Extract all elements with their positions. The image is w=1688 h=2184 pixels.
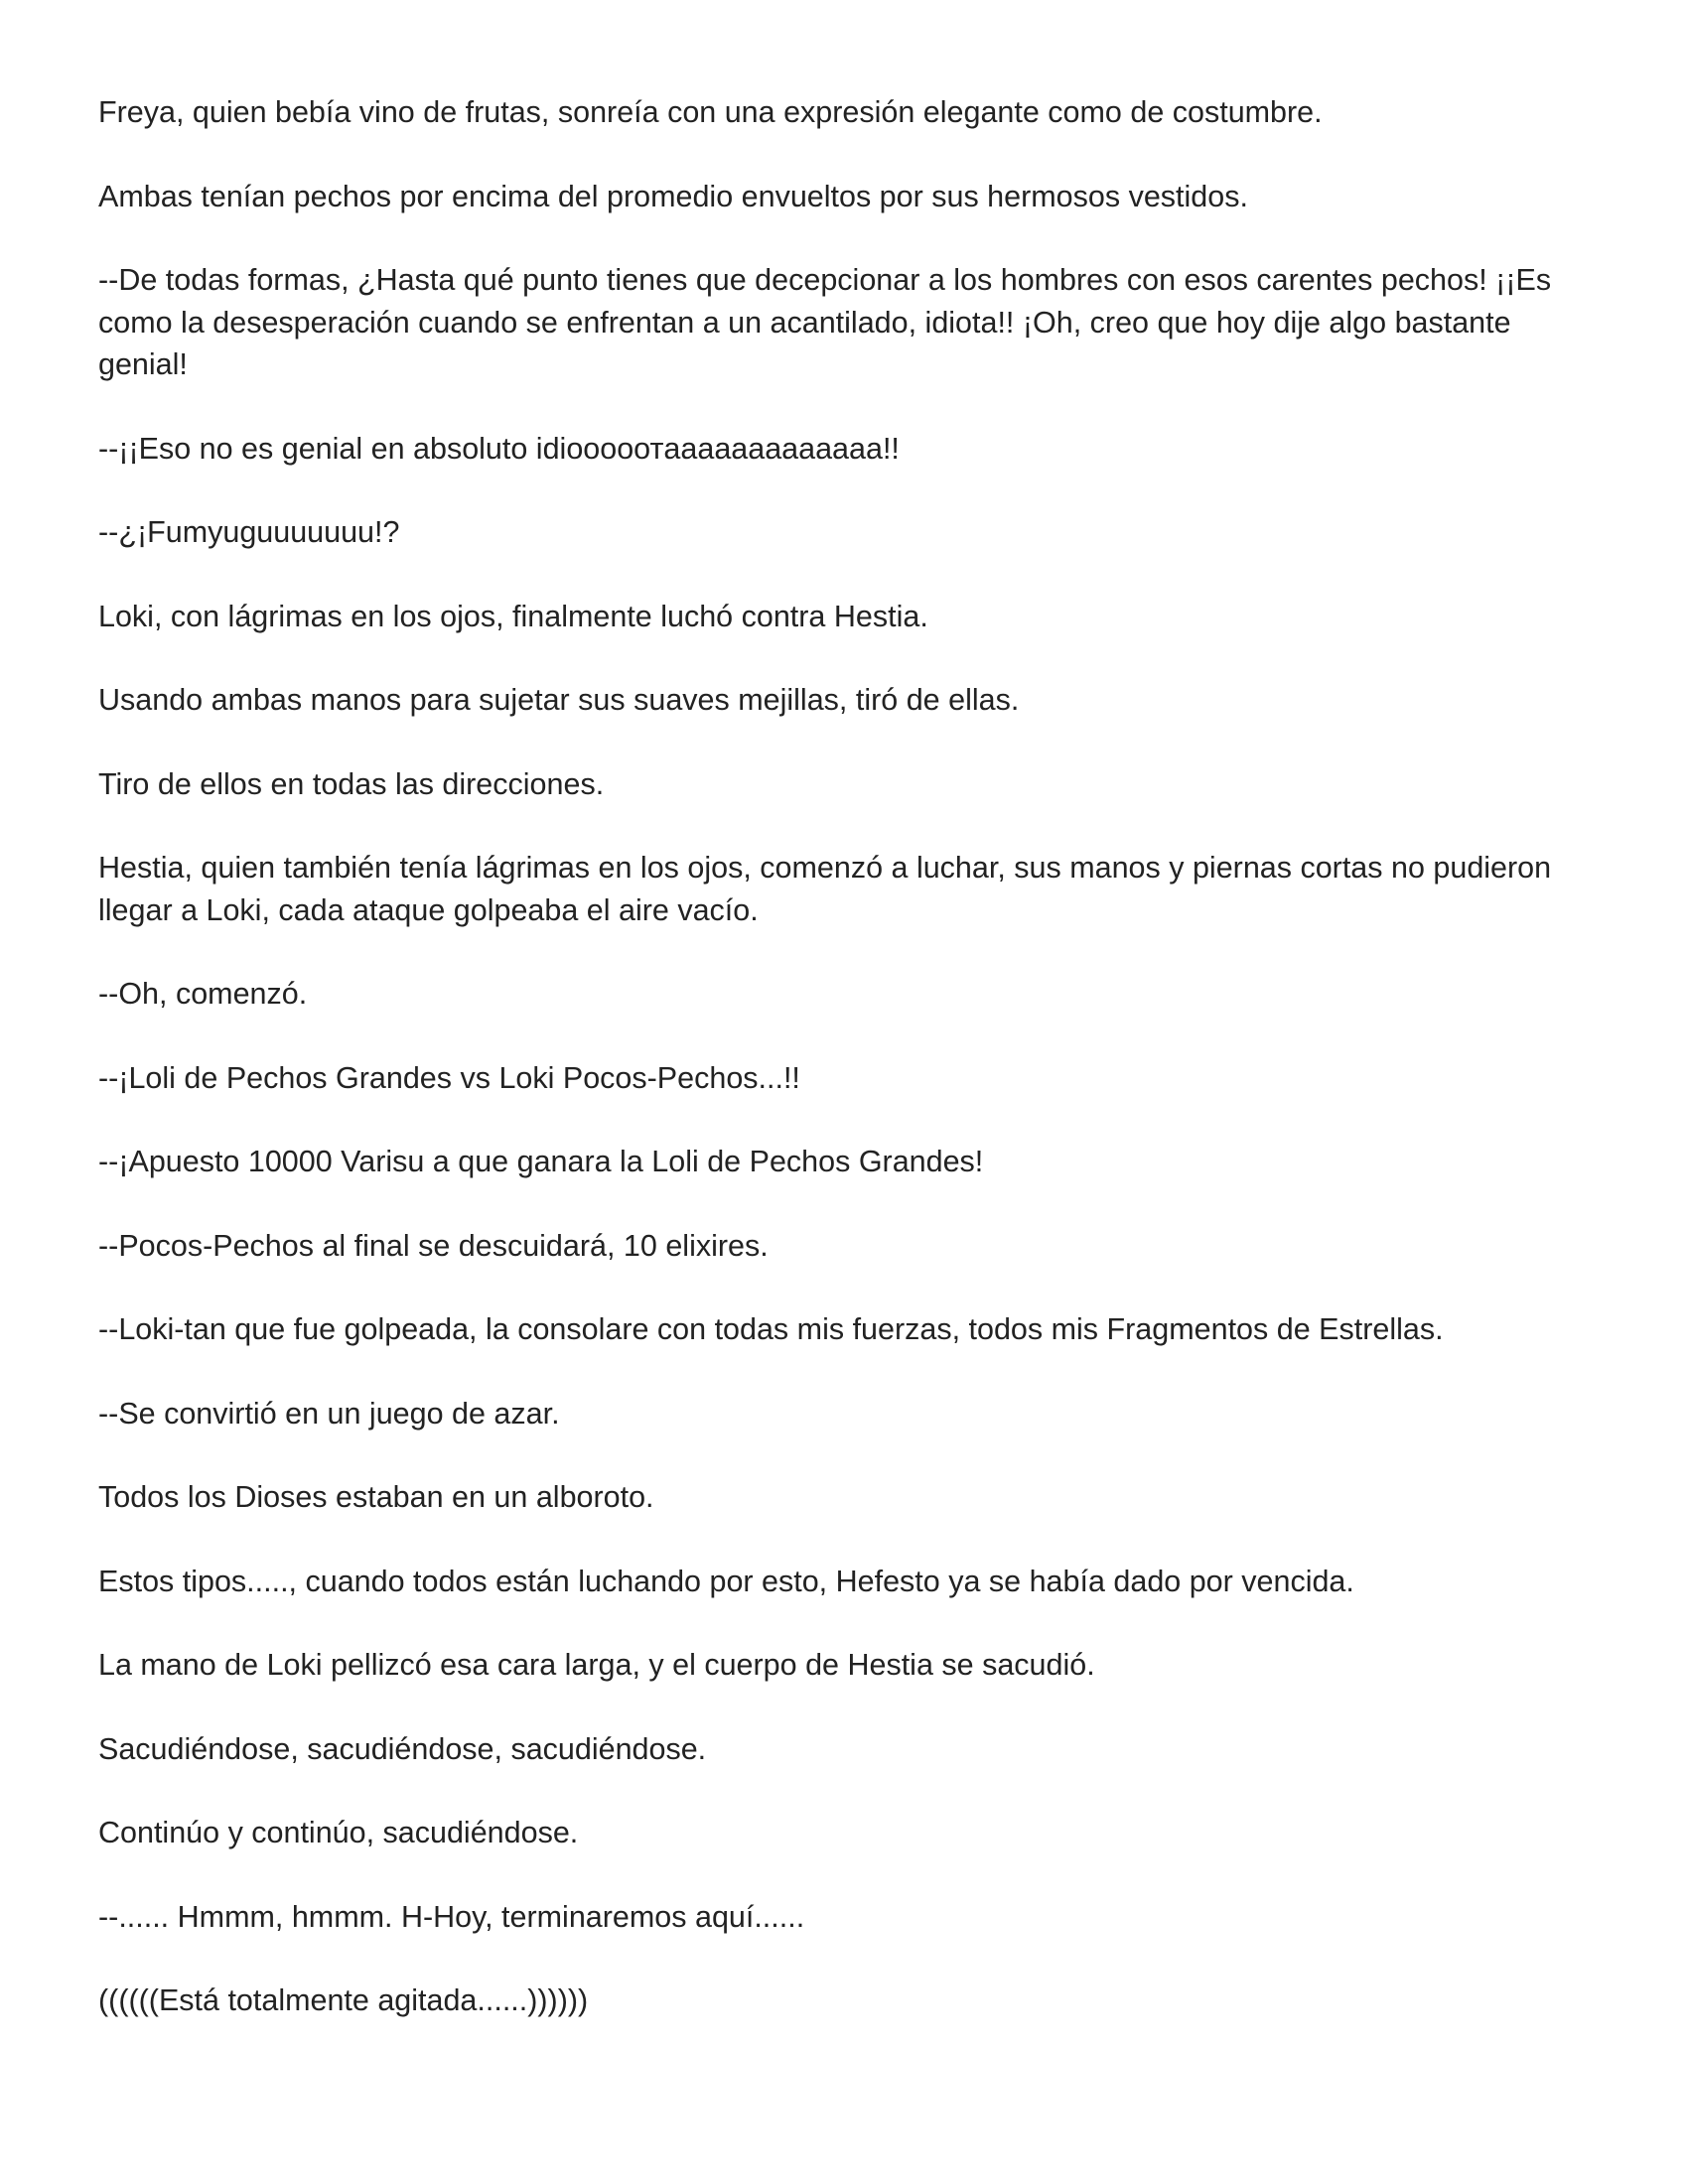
paragraph: Usando ambas manos para sujetar sus suaves mejillas, tiró de ellas. — [98, 683, 1020, 717]
paragraph: Estos tipos....., cuando todos están luchando por esto, Hefesto ya se había dado por vencida. — [98, 1564, 1354, 1598]
document-body — [98, 91, 1608, 2064]
paragraph: Freya, quien bebía vino de frutas, sonreía con una expresión elegante como de costumbre. — [98, 95, 1323, 129]
paragraph: Loki, con lágrimas en los ojos, finalmente luchó contra Hestia. — [98, 599, 928, 633]
paragraph: Ambas tenían pechos por encima del promedio envueltos por sus hermosos vestidos. — [98, 179, 1248, 213]
paragraph: --Pocos-Pechos al final se descuidará, 10 elixires. — [98, 1228, 769, 1263]
paragraph: La mano de Loki pellizcó esa cara larga, y el cuerpo de Hestia se sacudió. — [98, 1648, 1095, 1682]
paragraph: Sacudiéndose, sacudiéndose, sacudiéndose. — [98, 1731, 707, 1766]
paragraph: --...... Hmmm, hmmm. H-Hoy, terminaremos aquí...... — [98, 1899, 805, 1934]
paragraph: --Se convirtió en un juego de azar. — [98, 1396, 560, 1431]
paragraph: --De todas formas, ¿Hasta qué punto tienes que decepcionar a los hombres con esos carentes pechos! ¡¡Es como la desesperación cuando se enfrentan a un acantilado, idiota!! ¡Oh, creo que hoy dije algo bastante genial! — [98, 263, 1552, 381]
paragraph: --¡Loli de Pechos Grandes vs Loki Pocos-Pechos...!! — [98, 1060, 800, 1095]
paragraph: --¡¡Eso no es genial en absoluto idiooooотaaaaaaaaaaaaa!! — [98, 431, 900, 466]
paragraph: Hestia, quien también tenía lágrimas en los ojos, comenzó a luchar, sus manos y piernas cortas no pudieron llegar a Loki, cada ataque golpeaba el aire vacío. — [98, 851, 1552, 927]
paragraph: Continúo y continúo, sacudiéndose. — [98, 1816, 579, 1849]
paragraph: Todos los Dioses estaban en un alboroto. — [98, 1480, 654, 1514]
paragraph: --¡Apuesto 10000 Varisu a que ganara la Loli de Pechos Grandes! — [98, 1145, 984, 1178]
paragraph: --Oh, comenzó. — [98, 977, 308, 1011]
paragraph: ((((((Está totalmente agitada......)))))) — [98, 1983, 589, 2017]
paragraph: Tiro de ellos en todas las direcciones. — [98, 766, 605, 801]
paragraph: --Loki-tan que fue golpeada, la consolare con todas mis fuerzas, todos mis Fragmentos de Estrellas. — [98, 1312, 1444, 1346]
paragraph: --¿¡Fumyuguuuuuuu!? — [98, 515, 400, 549]
